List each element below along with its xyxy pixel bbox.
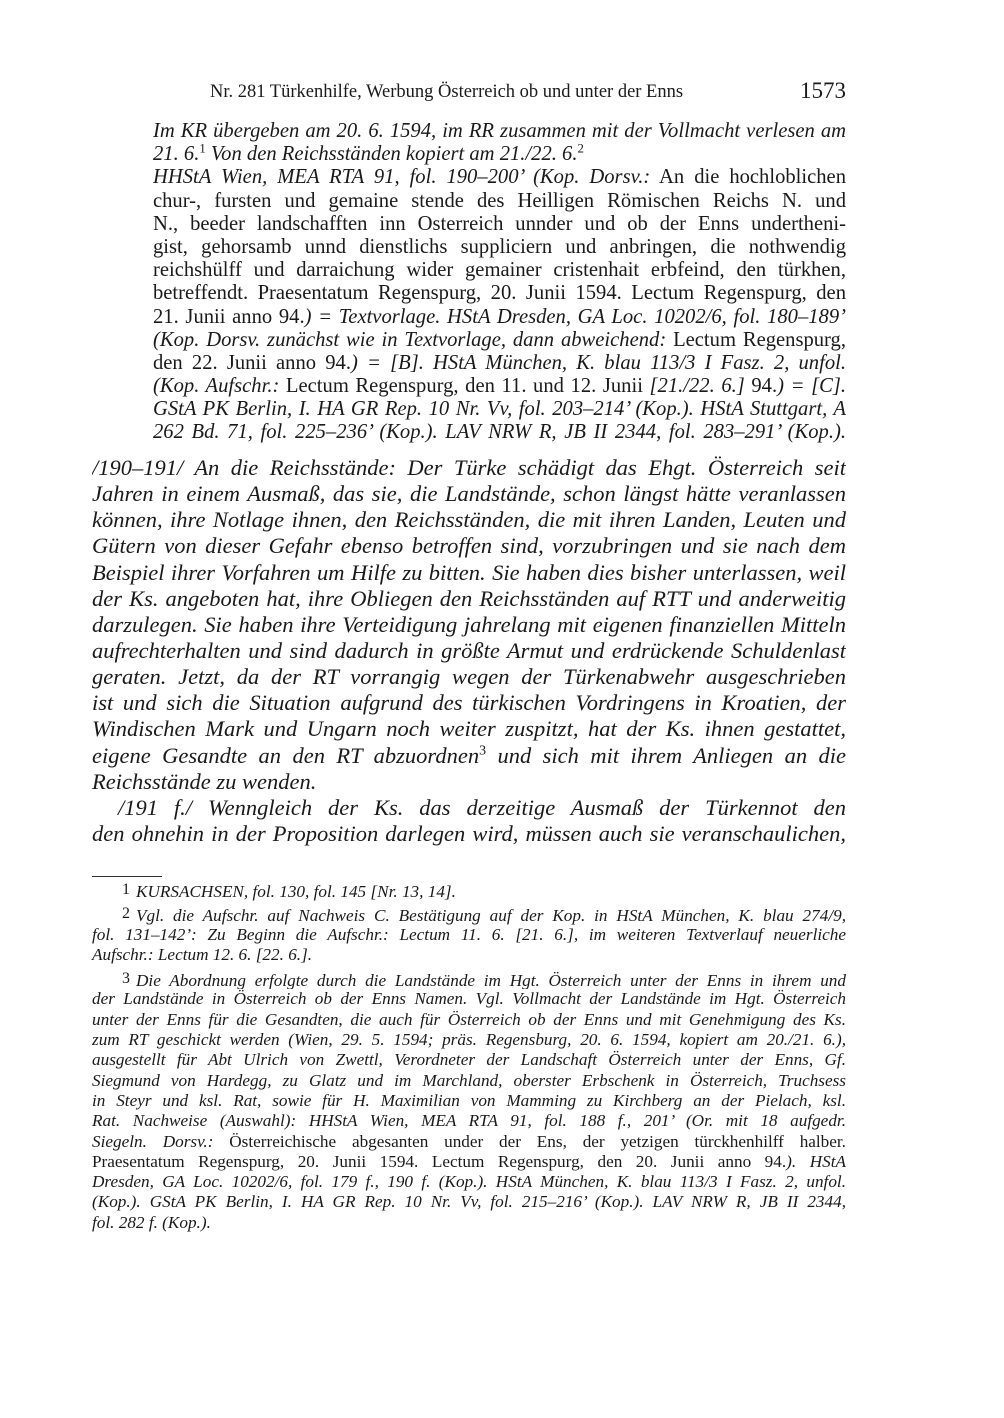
- body-line: können, ihre Notlage ihnen, den Reichsständen, die mit ihren Landen, Leuten und: [92, 507, 846, 533]
- headnote-line: HHStA Wien, MEA RTA 91, fol. 190–200’ (Kop. Dorsv.: An die hochloblichen: [153, 166, 846, 189]
- body-line: Windischen Mark und Ungarn noch weiter zuspitzt, hat der Ks. ihnen gestattet,: [92, 716, 846, 742]
- running-title: Nr. 281 Türkenhilfe, Werbung Österreich ob und unter der Enns: [210, 82, 684, 102]
- footnote-1: [92, 880, 846, 900]
- body-line: Gütern von dieser Gefahr ebenso betroffen sind, vorzubringen und sie nach dem: [92, 533, 846, 559]
- main-text: [92, 455, 846, 847]
- body-line: aufrechterhalten und sind dadurch in größte Armut und erdrückende Schuldenlast: [92, 637, 846, 663]
- headnote-line: (Kop. Aufschr.: Lectum Regenspurg, den 11. und 12. Junii [21./22. 6.] 94.) = [C].: [153, 375, 846, 398]
- footnotes: [92, 880, 846, 1237]
- footnote-number: 2: [122, 905, 130, 923]
- headnote-line: 262 Bd. 71, fol. 225–236’ (Kop.). LAV NRW R, JB II 2344, fol. 283–291’ (Kop.).: [153, 421, 846, 444]
- body-line: darzulegen. Sie haben ihre Verteidigung jahrelang mit eigenen finanziellen Mitteln: [92, 611, 846, 637]
- page-number: 1573: [800, 78, 846, 103]
- footnote-3: 3 Die Abordnung erfolgte durch die Landstände im Hgt. Österreich unter der Enns in ihrem und der Landstände in Österreich ob der Enns Namen. Vgl. Vollmacht der Landstände im Hgt. Österreich unter der Enns für die Gesandten, die auch für Österreich ob der Enns und mit Genehmigung des Ks. zum RT geschickt werden (Wien, 29. 5. 1594; präs. Regensburg, 20. 6. 1594, kopiert am 20./21. 6.), ausgestellt für Abt Ulrich von Zwettl, Verordneter der Landschaft Österreich unter der Enns, Gf. Siegmund von Hardegg, zu Glatz und im Marchland, oberster Erbschenk in Österreich, Truchsess in Steyr und ksl. Rat, sowie für H. Maximilian von Mamming zu Kirchberg an der Pielach, ksl. Rat. Nachweise (Auswahl): HHStA Wien, MEA RTA 91, fol. 188 f., 201’ (Or. mit 18 aufgedr. Siegeln. Dorsv.: Österreichische abgesanten under der Ens, der yetzigen türckhenhilff halber. Praesentatum Regenspurg, 20. Junii 1594. Lectum Regenspurg, den 20. Junii anno 94.). HStA Dresden, GA Loc. 10202/6, fol. 179 f., 190 f. (Kop.). HStA München, K. blau 113/3 I Fasz. 2, unfol. (Kop.). GStA PK Berlin, I. HA GR Rep. 10 Nr. Vv, fol. 215–216’ (Kop.). LAV NRW R, JB II 2344, fol. 282 f. (Kop.).: [92, 970, 846, 1232]
- footnote-number: 1: [122, 881, 130, 898]
- headnote-line: 21. 6.$^1$ Von den Reichsständen kopiert am 21./22. 6.$^2$: [153, 141, 584, 166]
- headnote-line: den 22. Junii anno 94.) = [B]. HStA München, K. blau 113/3 I Fasz. 2, unfol.: [153, 351, 846, 374]
- headnote-line: betreffendt. Praesentatum Regenspurg, 20. Junii 1594. Lectum Regenspurg, den: [153, 282, 846, 305]
- headnote-line: GStA PK Berlin, I. HA GR Rep. 10 Nr. Vv, fol. 203–214’ (Kop.). HStA Stuttgart, A: [153, 398, 846, 421]
- body-line: der Ks. angeboten hat, ihre Obliegen den Reichsständen auf RTT und anderweitig: [92, 585, 846, 611]
- headnote-line: 21. Junii anno 94.) = Textvorlage. HStA Dresden, GA Loc. 10202/6, fol. 180–189’: [153, 305, 846, 328]
- body-line: /191 f./ Wenngleich der Ks. das derzeitige Ausmaß der Türkennot den: [118, 794, 846, 820]
- footnote-2: 2 Vgl. die Aufschr. auf Nachweis C. Bestätigung auf der Kop. in HStA München, K. blau 274/9, fol. 131–142’: Zu Beginn die Aufschr.: Lectum 11. 6. [21. 6.], im weiteren Textverlauf neuerliche Aufschr.: Lectum 12. 6. [22. 6.].: [92, 905, 846, 964]
- running-header: [92, 80, 846, 108]
- headnote-line: Im KR übergeben am 20. 6. 1594, im RR zusammen mit der Vollmacht verlesen am: [153, 120, 846, 142]
- body-line: /190–191/ An die Reichsstände: Der Türke schädigt das Ehgt. Österreich seit: [92, 455, 846, 480]
- headnote-line: chur-, fursten und gemaine stende des Heilligen Römischen Reichs N. und: [153, 189, 846, 212]
- footnote-ref: 3: [479, 743, 487, 759]
- headnote-line: gist, gehorsamb unnd dienstlichs suppliciern und anbringen, die nothwendig: [153, 235, 846, 258]
- headnote-line: (Kop. Dorsv. zunächst wie in Textvorlage, dann abweichend: Lectum Regenspurg,: [153, 328, 846, 351]
- headnote-line: reichshülff und darraichung wider gemainer cristenhait erbfeind, den türkhen,: [153, 259, 846, 282]
- footnote-number: 3: [122, 970, 130, 988]
- footnote-text: KURSACHSEN, fol. 130, fol. 145 [Nr. 13, 14].: [136, 882, 456, 901]
- body-line: Reichsstände zu wenden.: [92, 768, 317, 794]
- headnote-line: N., beeder landschafften inn Osterreich unnder und ob der Enns undertheni-: [153, 212, 846, 235]
- footnote-divider: [92, 876, 162, 877]
- body-line: geraten. Jetzt, da der RT vorrangig wegen der Türkenabwehr ausgeschrieben: [92, 664, 846, 690]
- body-line: ist und sich die Situation aufgrund des türkischen Vordringens in Kroatien, der: [92, 690, 846, 716]
- body-line: den ohnehin in der Proposition darlegen wird, müssen auch sie veranschaulichen,: [92, 820, 846, 846]
- footnote-ref: 1: [199, 141, 206, 156]
- body-line: Jahren in einem Ausmaß, das sie, die Landstände, schon längst hätte veranlassen: [92, 481, 846, 507]
- body-line: eigene Gesandte an den RT abzuordnen$^3$ und sich mit ihrem Anliegen an die: [92, 742, 846, 768]
- document-headnote: [153, 120, 846, 445]
- body-line: Beispiel ihrer Vorfahren um Hilfe zu bitten. Sie haben dies bisher unterlassen, weil: [92, 559, 846, 585]
- footnote-ref: 2: [577, 141, 584, 156]
